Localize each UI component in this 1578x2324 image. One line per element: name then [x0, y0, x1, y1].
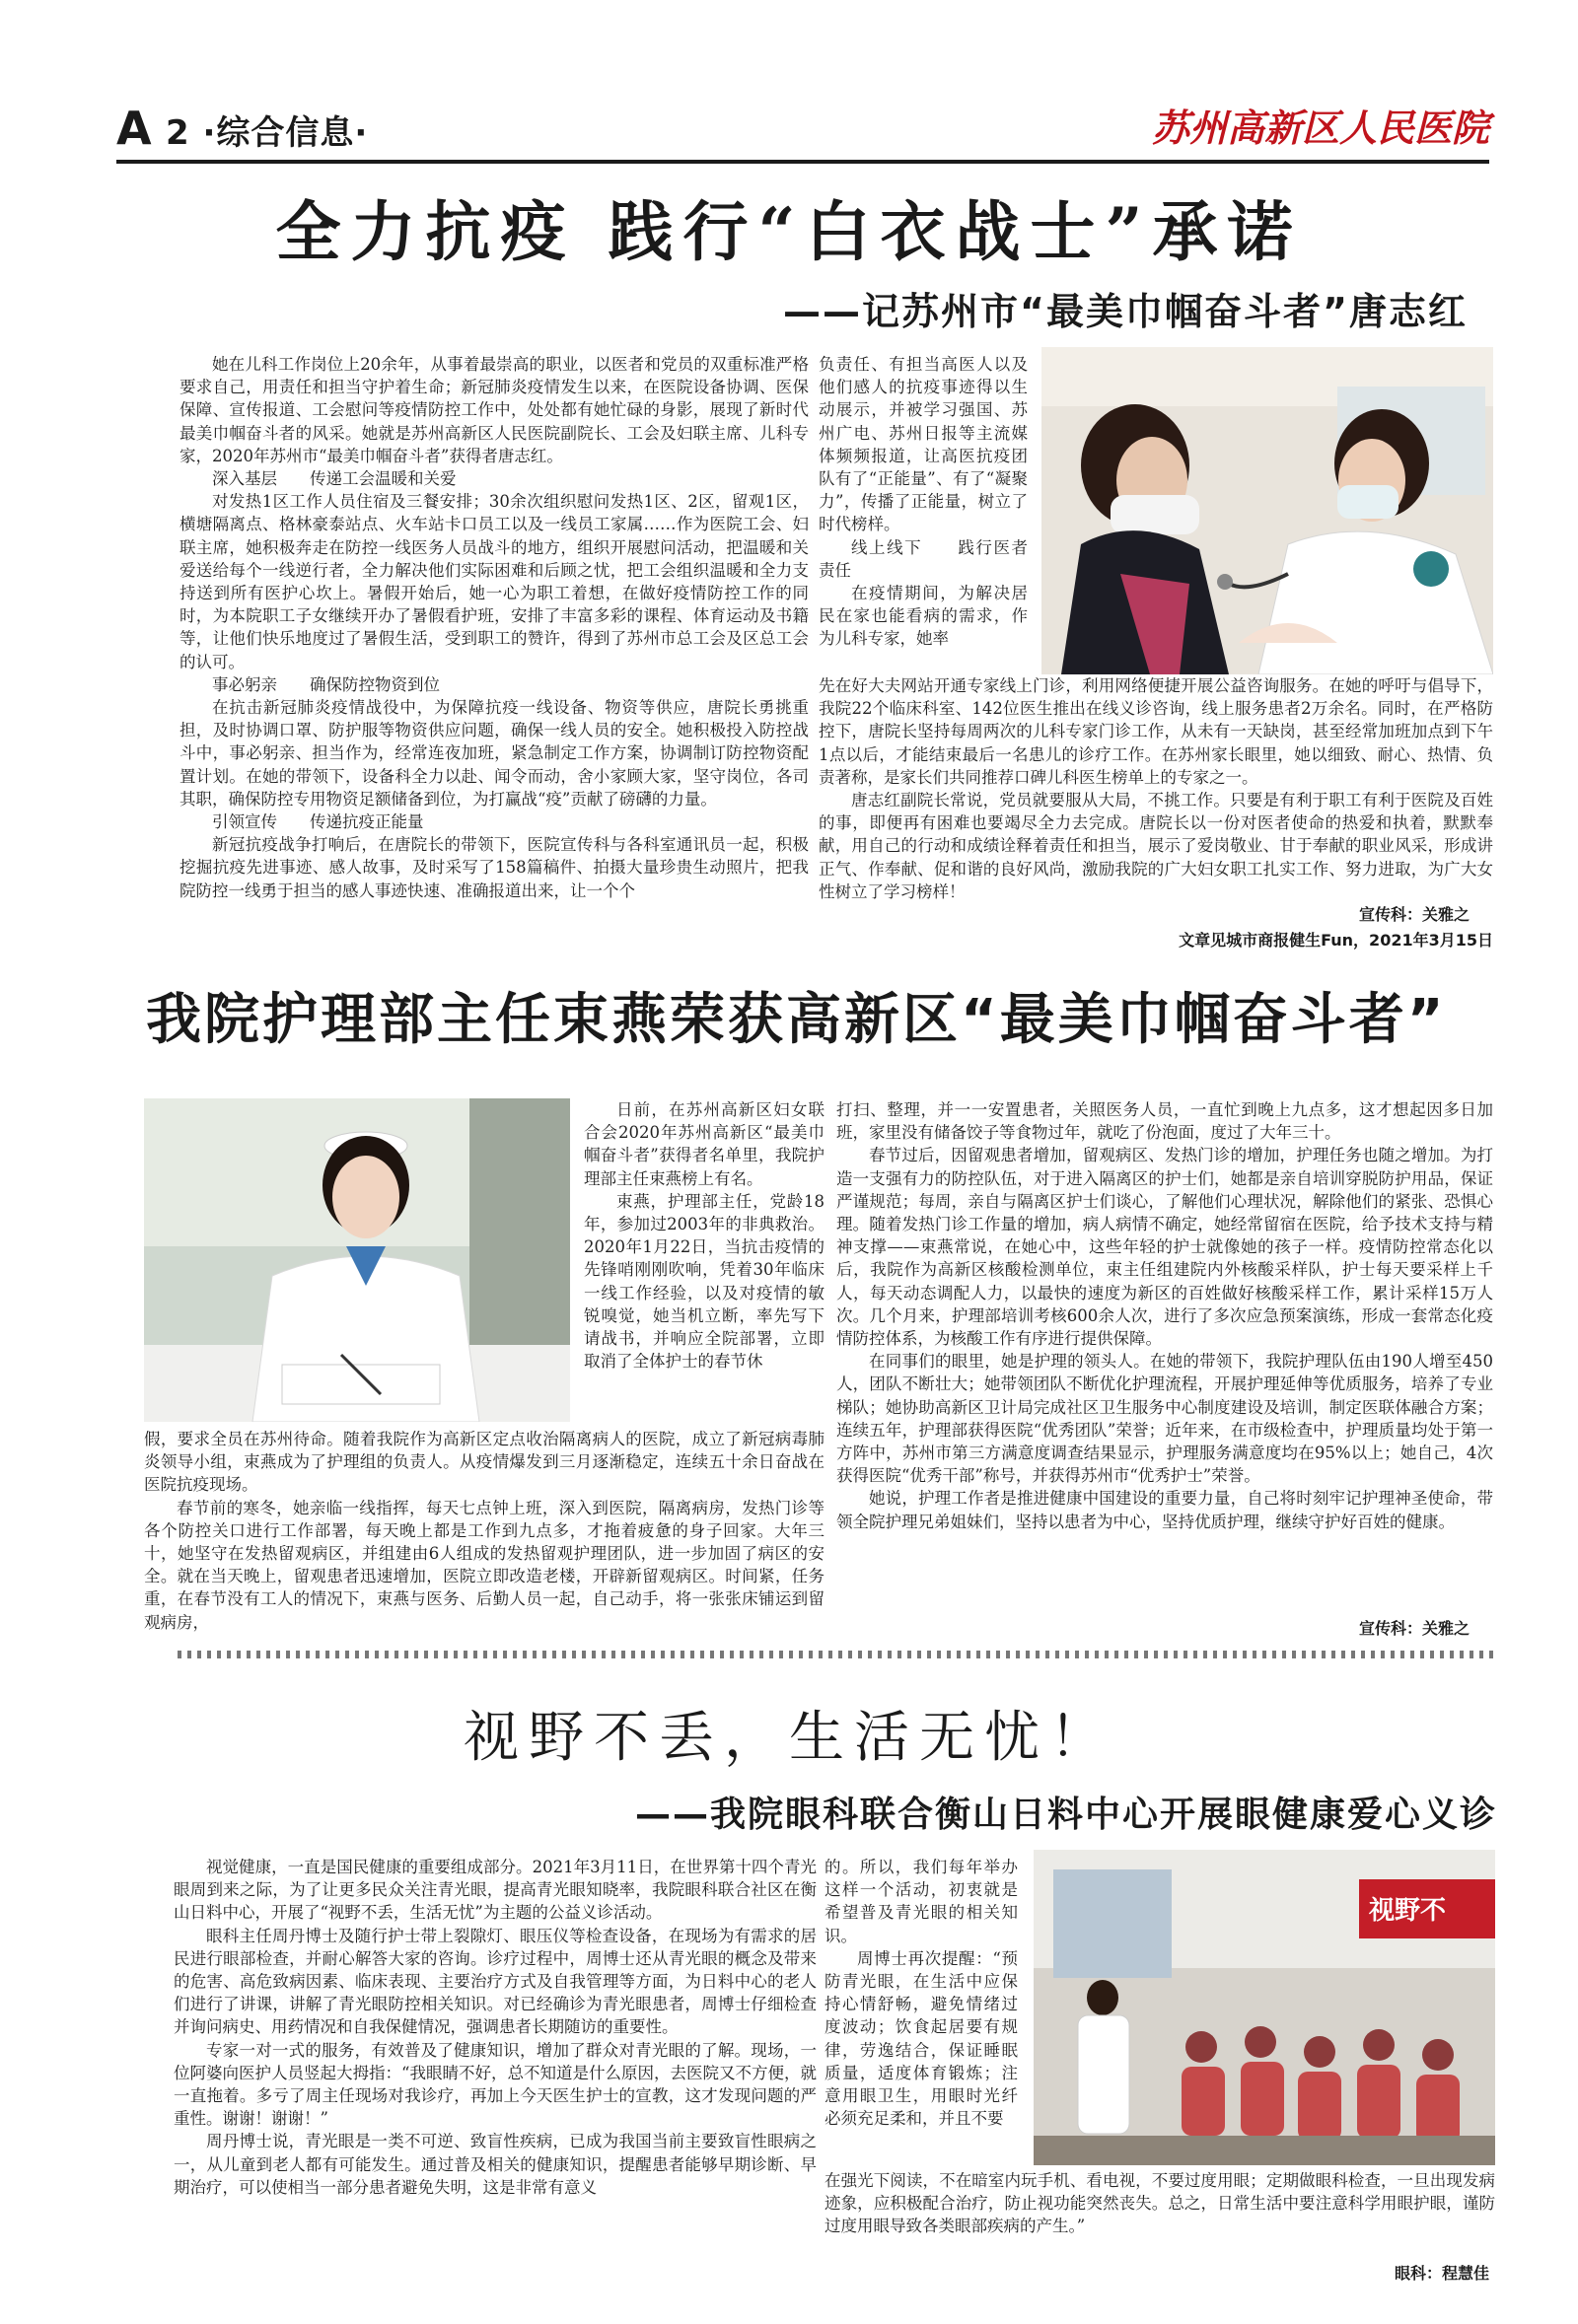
paragraph: 在强光下阅读，不在暗室内玩手机、看电视，不要过度用眼；定期做眼科检查，一旦出现发病迹象，应积极配合治疗，防止视功能突然丧失。总之，日常生活中要注意科学用眼护眼，谨防过度用眼导致各类眼部疾病的产生。” — [825, 2171, 1495, 2236]
paragraph: 唐志红副院长常说，党员就要服从大局，不挑工作。只要是有利于职工有利于医院及百姓的事，即便再有困难也要竭尽全力去完成。唐院长以一份对医者使命的热爱和执着，默默奉献，用自己的行动和成绩诠释着责任和担当，展示了爱岗敬业、甘于奉献的职业风采，形成讲正气、作奉献、促和谐的良好风尚，激励我院的广大妇女职工扎实工作、努力进取，为广大女性树立了学习榜样！ — [819, 791, 1493, 901]
paragraph: 日前，在苏州高新区妇女联合会2020年苏州高新区“最美巾帼奋斗者”获得者名单里，我院护理部主任束燕榜上有名。 — [584, 1100, 825, 1188]
subheading: 事必躬亲 确保防控物资到位 — [212, 674, 440, 694]
paragraph: 在同事们的眼里，她是护理的领头人。在她的带领下，我院护理队伍由190人增至450人，团队不断壮大；她带领团队不断优化护理流程，开展护理延伸等优质服务，培养了专业梯队；她协助高新区卫计局完成社区卫生服务中心制度建设及培训，制定医联体融合方案；连续五年，护理部获得医院“优秀团队”荣誉；近年来，在市级检查中，护理质量均处于第一方阵中，苏州市第三方满意度调查结果显示，护理服务满意度均在95%以上；她自己，4次获得医院“优秀干部”称号，并获得苏州市“优秀护士”荣誉。 — [836, 1352, 1493, 1486]
paragraph: 打扫、整理，并一一安置患者，关照医务人员，一直忙到晚上九点多，这才想起因多日加班，家里没有储备饺子等食物过年，就吃了份泡面，度过了大年三十。 — [836, 1100, 1493, 1143]
article3-column-right-bottom — [825, 2169, 1495, 2238]
article2-photo-nurse-portrait — [144, 1098, 570, 1422]
header-rule — [116, 160, 1489, 164]
article2-column-left-narrow — [584, 1098, 825, 1373]
article2-column-left-wide — [144, 1428, 825, 1634]
paragraph: 的。所以，我们每年举办这样一个活动，初衷就是希望普及青光眼的相关知识。 — [825, 1858, 1018, 1945]
article3-subtitle: ——我院眼科联合衡山日料中心开展眼健康爱心义诊 — [634, 1795, 1497, 1835]
newspaper-masthead: 苏州高新区人民医院 — [1151, 106, 1489, 150]
article2-credit: 宣传科：关雅之 — [1358, 1619, 1470, 1638]
paragraph: 先在好大夫网站开通专家线上门诊，利用网络便捷开展公益咨询服务。在她的呼吁与倡导下，我院22个临床科室、142位医生推出在线义诊咨询，线上服务患者2万余名。同时，在严格防控下，唐院长坚持每周两次的儿科专家门诊工作，从未有一天缺岗，甚至经常加班加点到下午1点以后，才能结束最后一名患儿的诊疗工作。在苏州家长眼里，她以细致、耐心、热情、负责著称，是家长们共同推荐口碑儿科医生榜单上的专家之一。 — [819, 676, 1493, 787]
subheading: 线上线下 践行医者责任 — [819, 537, 1028, 580]
paragraph: 眼科主任周丹博士及随行护士带上裂隙灯、眼压仪等检查设备，在现场为有需求的居民进行眼部检查，并耐心解答大家的咨询。诊疗过程中，周博士还从青光眼的概念及带来的危害、高危致病因素、临床表现、主要治疗方式及自我管理等方面，为日料中心的老人们进行了讲课，讲解了青光眼防控相关知识。对已经确诊为青光眼患者，周博士仔细检查并询问病史、用药情况和自我保健情况，强调患者长期随访的重要性。 — [174, 1926, 817, 2037]
article2-title: 我院护理部主任束燕荣获高新区“最美巾帼奋斗者” — [146, 988, 1447, 1052]
section-label: 2 ·综合信息· — [166, 113, 369, 153]
paragraph: 假，要求全员在苏州待命。随着我院作为高新区定点收治隔离病人的医院，成立了新冠病毒肺炎领导小组，束燕成为了护理组的负责人。从疫情爆发到三月逐渐稳定，连续五十余日奋战在医院抗疫现场。 — [144, 1430, 825, 1495]
article1-subtitle: ——记苏州市“最美巾帼奋斗者”唐志红 — [783, 290, 1468, 333]
paragraph: 周博士再次提醒：“预防青光眼，在生活中应保持心情舒畅，避免情绪过度波动；饮食起居要有规律，劳逸结合，保证睡眠质量，适度体育锻炼；注意用眼卫生，用眼时光纤必须充足柔和，并且不要 — [825, 1948, 1018, 2129]
event-banner-text: 视野不 — [1369, 1896, 1447, 1926]
paragraph: 负责任、有担当高医人以及他们感人的抗疫事迹得以生动展示，并被学习强国、苏州广电、苏州日报等主流媒体频频报道，让高医抗疫团队有了“正能量”、有了“凝聚力”，传播了正能量，树立了时代榜样。 — [819, 355, 1028, 534]
paragraph: 春节过后，因留观患者增加，留观病区、发热门诊的增加，护理任务也随之增加。为打造一支强有力的防控队伍，对于进入隔离区的护士们，她都是亲自培训穿脱防护用品，保证严谨规范；每周，亲自与隔离区护士们谈心，了解他们心理状况，解除他们的紧张、恐惧心理。随着发热门诊工作量的增加，病人病情不确定，她经常留宿在医院，给予技术支持与精神支撑——束燕常说，在她心中，这些年轻的护士就像她的孩子一样。疫情防控常态化以后，我院作为高新区核酸检测单位，束主任组建院内外核酸采样队，护士每天要采样上千人，每天动态调配人力，以最快的速度为新区的百姓做好核酸采样工作，累计采样15万人次。几个月来，护理部培训考核600余人次，进行了多次应急预案演练，形成一套常态化疫情防控体系，为核酸工作有序进行提供保障。 — [836, 1146, 1493, 1349]
article1-source-note: 文章见城市商报健生Fun，2021年3月15日 — [1179, 931, 1493, 950]
article3-column-left — [174, 1856, 817, 2199]
article2-column-right — [836, 1098, 1493, 1533]
paragraph: 专家一对一式的服务，有效普及了健康知识，增加了群众对青光眼的了解。现场，一位阿婆向医护人员竖起大拇指：“我眼睛不好，总不知道是什么原因，去医院又不方便，就一直拖着。多亏了周主任现场对我诊疗，再加上今天医生护士的宣教，这才发现问题的严重性。谢谢！谢谢！” — [174, 2040, 817, 2129]
article3-column-right-top — [825, 1856, 1018, 2130]
article1-column-left — [179, 353, 809, 902]
paragraph: 束燕，护理部主任，党龄18年，参加过2003年的非典救治。2020年1月22日，当抗击疫情的先锋哨刚刚吹响，凭着30年临床一线工作经验，以及对疫情的敏锐嗅觉，她当机立断，率先写下请战书，并响应全院部署，立即取消了全体护士的春节休 — [584, 1191, 825, 1372]
section-divider-dots — [178, 1649, 1499, 1660]
article1-title: 全力抗疫 践行“白衣战士”承诺 — [275, 193, 1303, 270]
article1-column-right-bottom — [819, 674, 1493, 903]
article1-credit: 宣传科：关雅之 — [1358, 905, 1470, 924]
section-letter: A — [116, 102, 152, 155]
paragraph: 周丹博士说，青光眼是一类不可逆、致盲性疾病，已成为我国当前主要致盲性眼病之一，从儿童到老人都有可能发生。通过普及相关的健康知识，提醒患者能够早期诊断、早期治疗，可以使相当一部分患者避免失明，这是非常有意义 — [174, 2132, 817, 2197]
subheading: 引领宣传 传递抗疫正能量 — [212, 812, 424, 832]
paragraph: 在疫情期间，为解决居民在家也能看病的需求，作为儿科专家，她率 — [819, 584, 1028, 649]
paragraph: 视觉健康，一直是国民健康的重要组成部分。2021年3月11日，在世界第十四个青光眼周到来之际，为了让更多民众关注青光眼，提高青光眼知晓率，我院眼科联合社区在衡山日料中心，开展了“视野不丢，生活无忧”为主题的公益义诊活动。 — [174, 1858, 817, 1923]
paragraph: 她说，护理工作者是推进健康中国建设的重要力量，自己将时刻牢记护理神圣使命，带领全院护理兄弟姐妹们，坚持以患者为中心，坚持优质护理，继续守护好百姓的健康。 — [836, 1489, 1493, 1531]
paragraph: 春节前的寒冬，她亲临一线指挥，每天七点钟上班，深入到医院，隔离病房，发热门诊等各个防控关口进行工作部署，每天晚上都是工作到九点多，才拖着疲惫的身子回家。大年三十，她坚守在发热留观病区，并组建由6人组成的发热留观护理团队，进一步加固了病区的安全。就在当天晚上，留观患者迅速增加，医院立即改造老楼，开辟新留观病区。时间紧，任务重，在春节没有工人的情况下，束燕与医务、后勤人员一起，自己动手，将一张张床铺运到留观病房， — [144, 1498, 825, 1632]
article3-photo-eye-clinic-event — [1034, 1850, 1495, 2165]
article1-photo-doctor-stethoscope — [1041, 347, 1493, 674]
article3-credit: 眼科：程慧佳 — [1394, 2264, 1489, 2283]
article3-title: 视野不丢，生活无忧！ — [464, 1706, 1114, 1770]
article1-column-right-top — [819, 353, 1028, 651]
paragraph: 对发热1区工作人员住宿及三餐安排；30余次组织慰问发热1区、2区，留观1区，横塘隔离点、格林豪泰站点、火车站卡口员工以及一线员工家属……作为医院工会、妇联主席，她积极奔走在防控一线医务人员战斗的地方，组织开展慰问活动，把温暖和关爱送给每个一线逆行者，全力解决他们实际困难和后顾之忧，把工会组织温暖和全力支持送到所有医护心坎上。暑假开始后，她一心为职工着想，在做好疫情防控工作的同时，为本院职工子女继续开办了暑假看护班，安排了丰富多彩的课程、体育运动及书籍等，让他们快乐地度过了暑假生活，受到职工的赞许，得到了苏州市总工会及区总工会的认可。 — [179, 492, 809, 671]
paragraph: 她在儿科工作岗位上20余年，从事着最崇高的职业，以医者和党员的双重标准严格要求自己，用责任和担当守护着生命；新冠肺炎疫情发生以来，在医院设备协调、医保保障、宣传报道、工会慰问等疫情防控工作中，处处都有她忙碌的身影，展现了新时代最美巾帼奋斗者的风采。她就是苏州高新区人民医院副院长、工会及妇联主席、儿科专家，2020年苏州市“最美巾帼奋斗者”获得者唐志红。 — [179, 355, 809, 465]
paragraph: 在抗击新冠肺炎疫情战役中，为保障抗疫一线设备、物资等供应，唐院长勇挑重担，及时协调口罩、防护服等物资供应问题，确保一线人员的安全。她积极投入防控战斗中，事必躬亲、担当作为，经常连夜加班，紧急制定工作方案，协调制订防控物资配置计划。在她的带领下，设备科全力以赴、闻令而动，舍小家顾大家，坚守岗位，各司其职，确保防控专用物资足额储备到位，为打赢战“疫”贡献了磅礴的力量。 — [179, 698, 809, 809]
subheading: 深入基层 传递工会温暖和关爱 — [212, 469, 457, 489]
paragraph: 新冠抗疫战争打响后，在唐院长的带领下，医院宣传科与各科室通讯员一起，积极挖掘抗疫先进事迹、感人故事，及时采写了158篇稿件、拍摄大量珍贵生动照片，把我院防控一线勇于担当的感人事迹快速、准确报道出来，让一个个 — [179, 835, 809, 900]
